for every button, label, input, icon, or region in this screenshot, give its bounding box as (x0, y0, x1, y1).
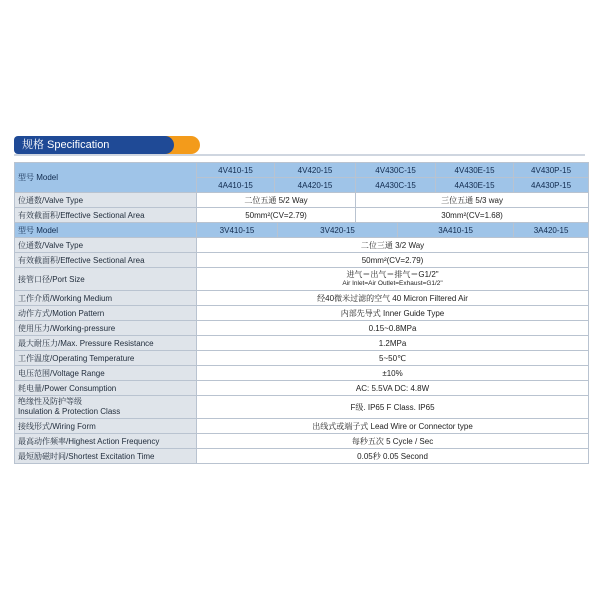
row-label: 最大耐压力/Max. Pressure Resistance (15, 336, 197, 351)
row-value: 出线式或端子式 Lead Wire or Connector type (197, 419, 589, 434)
row-value: 5~50℃ (197, 351, 589, 366)
table-row (15, 449, 589, 464)
table-row (15, 321, 589, 336)
model-cell: 4V430C-15 (356, 163, 436, 178)
row-value: 30mm²(CV=1.68) (356, 208, 589, 223)
model-cell: 3A410-15 (398, 223, 514, 238)
row-label: 接管口径/Port Size (15, 268, 197, 291)
model-cell: 3V410-15 (197, 223, 278, 238)
row-value: 1.2MPa (197, 336, 589, 351)
row-value: 每秒五次 5 Cycle / Sec (197, 434, 589, 449)
table-row (15, 208, 589, 223)
header-divider (14, 154, 585, 156)
port-value-en: Air Inlet=Air Outlet=Exhaust=G1/2" (342, 280, 443, 287)
model-label: 型号 Model (15, 163, 197, 193)
model-header-row (15, 223, 589, 238)
row-label: 工作介质/Working Medium (15, 291, 197, 306)
model-cell: 4A420-15 (275, 178, 356, 193)
row-label: 耗电量/Power Consumption (15, 381, 197, 396)
model-cell: 4A430C-15 (356, 178, 436, 193)
table-row (15, 381, 589, 396)
specification-header (14, 136, 189, 154)
row-value (197, 268, 589, 291)
row-label: 有效截面积/Effective Sectional Area (15, 208, 197, 223)
row-value: AC: 5.5VA DC: 4.8W (197, 381, 589, 396)
table-row (15, 291, 589, 306)
model-label: 型号 Model (15, 223, 197, 238)
model-cell: 3V420-15 (278, 223, 398, 238)
table-row (15, 306, 589, 321)
row-label: 最短励磁时间/Shortest Excitation Time (15, 449, 197, 464)
row-label: 有效截面积/Effective Sectional Area (15, 253, 197, 268)
row-value: ±10% (197, 366, 589, 381)
table-row (15, 253, 589, 268)
model-cell: 4V430P-15 (514, 163, 589, 178)
model-cell: 4A430P-15 (514, 178, 589, 193)
row-label: 动作方式/Motion Pattern (15, 306, 197, 321)
insulation-label-en: Insulation & Protection Class (18, 407, 121, 416)
table-row (15, 351, 589, 366)
table-row (15, 419, 589, 434)
row-label: 接线形式/Wiring Form (15, 419, 197, 434)
model-cell: 4V430E-15 (436, 163, 514, 178)
model-cell: 4A410-15 (197, 178, 275, 193)
table-row (15, 238, 589, 253)
row-value: F级. IP65 F Class. IP65 (197, 396, 589, 419)
table-row (15, 336, 589, 351)
table-row (15, 193, 589, 208)
insulation-label-cn: 绝缘性及防护等级 (18, 397, 82, 406)
row-label: 位通数/Valve Type (15, 238, 197, 253)
row-value: 50mm²(CV=2.79) (197, 208, 356, 223)
table-row (15, 434, 589, 449)
port-value-cn: 进气＝出气＝排气＝G1/2" (346, 270, 439, 279)
row-value: 经40微米过滤的空气 40 Micron Filtered Air (197, 291, 589, 306)
row-value: 50mm²(CV=2.79) (197, 253, 589, 268)
model-cell: 4V420-15 (275, 163, 356, 178)
row-label: 最高动作频率/Highest Action Frequency (15, 434, 197, 449)
specification-table (14, 162, 589, 464)
row-value: 0.15~0.8MPa (197, 321, 589, 336)
section-title: 规格 Specification (14, 136, 174, 154)
model-header-row (15, 163, 589, 178)
row-label: 工作温度/Operating Temperature (15, 351, 197, 366)
row-value: 内部先导式 Inner Guide Type (197, 306, 589, 321)
row-value: 二位三通 3/2 Way (197, 238, 589, 253)
model-cell: 3A420-15 (514, 223, 589, 238)
model-cell: 4V410-15 (197, 163, 275, 178)
table-row (15, 366, 589, 381)
row-label (15, 396, 197, 419)
table-row (15, 396, 589, 419)
model-cell: 4A430E-15 (436, 178, 514, 193)
row-label: 位通数/Valve Type (15, 193, 197, 208)
row-label: 使用压力/Working-pressure (15, 321, 197, 336)
table-row (15, 268, 589, 291)
row-value: 二位五通 5/2 Way (197, 193, 356, 208)
row-value: 三位五通 5/3 way (356, 193, 589, 208)
row-label: 电压范围/Voltage Range (15, 366, 197, 381)
row-value: 0.05秒 0.05 Second (197, 449, 589, 464)
